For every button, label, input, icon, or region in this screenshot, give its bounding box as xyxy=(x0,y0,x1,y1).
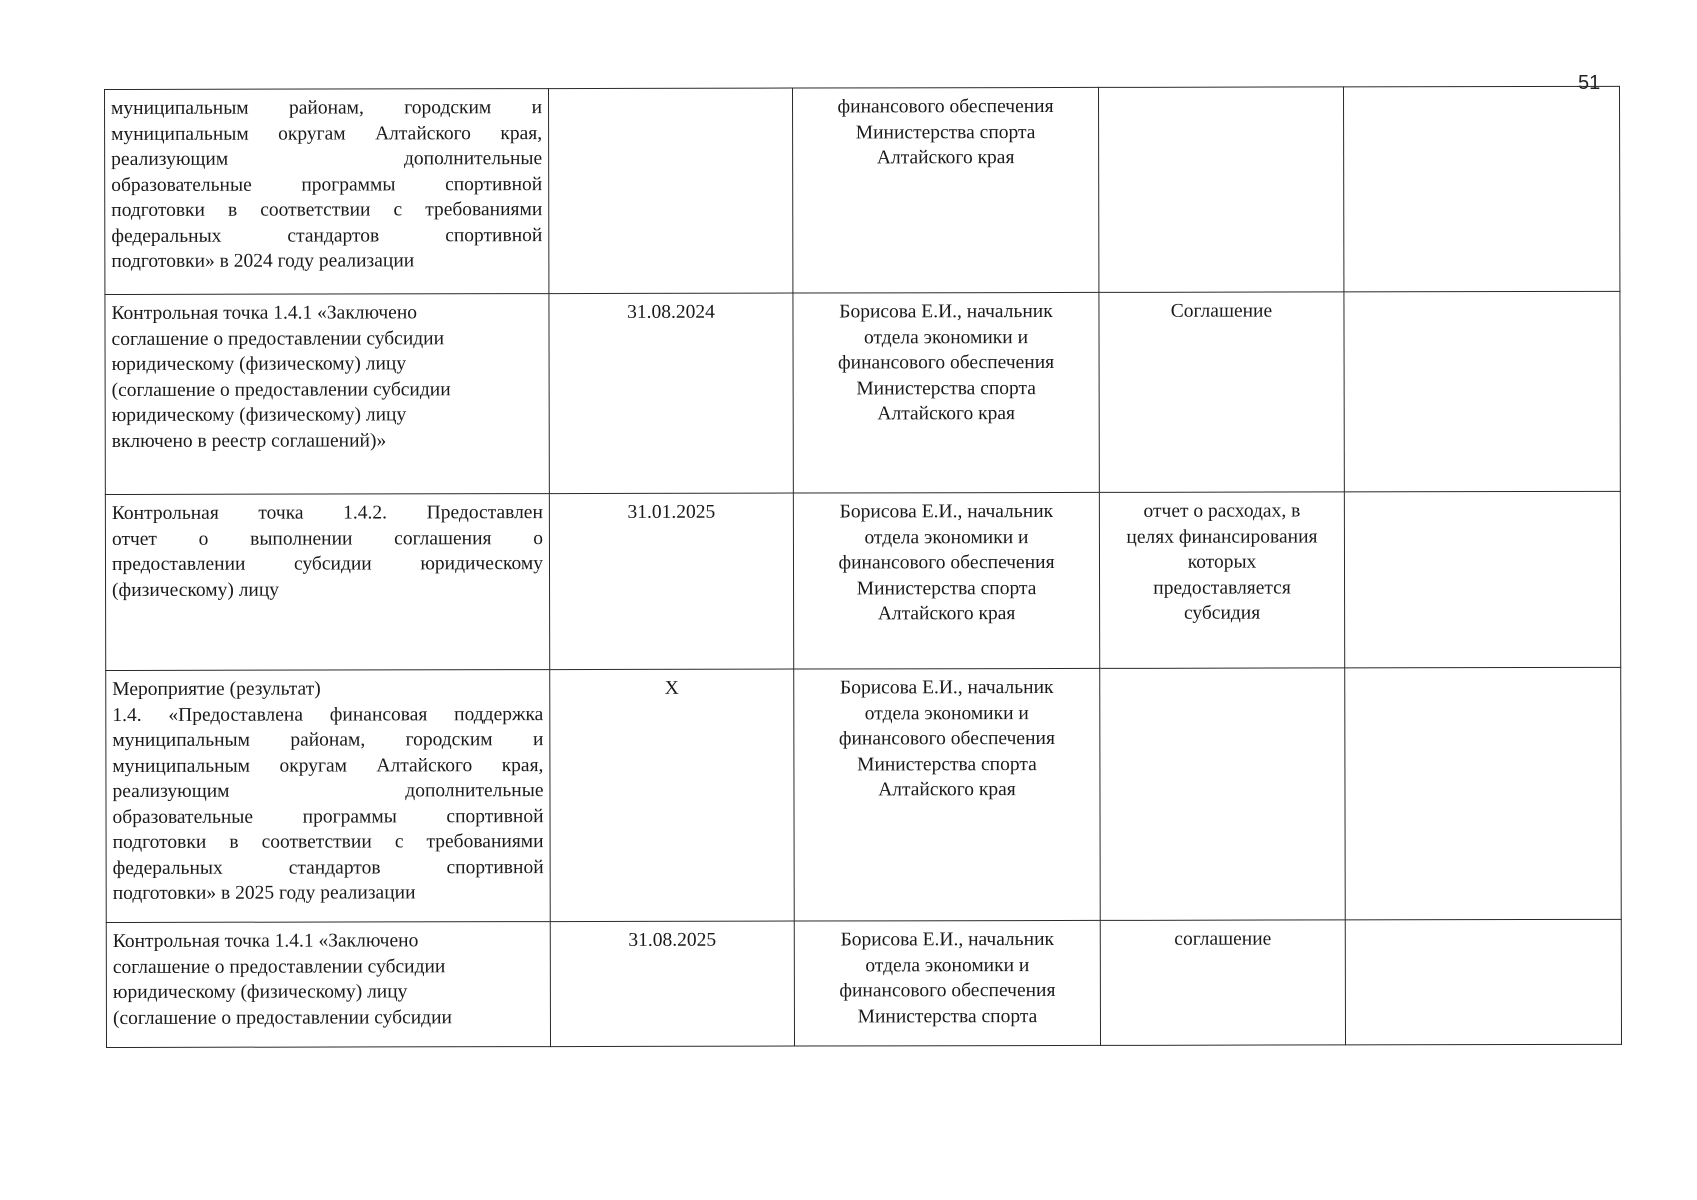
text-line: федеральных стандартов спортивной xyxy=(112,856,544,879)
text-line: финансового обеспечения xyxy=(838,728,1055,750)
text-line: отдела экономики и xyxy=(865,954,1030,976)
text-line: Алтайского края xyxy=(877,603,1016,625)
text-line: Борисова Е.И., начальник xyxy=(839,501,1054,523)
text-line: Борисова Е.И., начальник xyxy=(839,301,1053,323)
text-line: Алтайского края xyxy=(878,779,1016,801)
text-line: Министерства спорта xyxy=(857,753,1037,775)
text-line: 1.4. «Предоставлена финансовая поддержка xyxy=(112,703,544,726)
responsible-cell xyxy=(794,668,1101,921)
text-line: юридическому (физическому) лицу xyxy=(111,404,407,426)
text-line: Соглашение xyxy=(1170,300,1273,322)
text-line: Министерства спорта xyxy=(856,577,1037,599)
text-line: финансового обеспечения xyxy=(839,980,1056,1002)
text-line: отдела экономики и xyxy=(864,702,1029,724)
text-line: Алтайского края xyxy=(877,403,1015,425)
text-line: целях финансирования xyxy=(1126,525,1318,548)
text-line: муниципальным районам, городским и xyxy=(111,97,543,119)
table-row xyxy=(105,86,1620,294)
event-name-cell xyxy=(105,89,549,295)
page-number: 51 xyxy=(1578,72,1601,94)
text-line: финансового обеспечения xyxy=(838,552,1055,574)
text-line: (соглашение о предоставлении субсидии xyxy=(111,378,451,401)
text-line: отчет о расходах, в xyxy=(1143,500,1301,522)
text-line: подготовки в соответствии с требованиями xyxy=(112,831,544,853)
note-cell xyxy=(1344,491,1620,668)
responsible-cell xyxy=(793,492,1099,669)
event-name-cell xyxy=(105,294,549,495)
text-line: отчет о выполнении соглашения о xyxy=(111,527,543,550)
text-line: Контрольная точка 1.4.1 «Заключено xyxy=(111,302,418,324)
text-line: соглашение о предоставлении субсидии xyxy=(111,327,445,350)
text-line: Министерства спорта xyxy=(855,121,1036,143)
event-name-cell xyxy=(106,670,551,923)
document-cell xyxy=(1099,492,1344,669)
text-line: муниципальным округам Алтайского края, xyxy=(111,122,543,145)
text-line: реализующим дополнительные xyxy=(111,148,543,170)
text-line: юридическому (физическому) лицу xyxy=(112,981,408,1003)
text-line: включено в реестр соглашений)» xyxy=(111,429,387,452)
text-line: реализующим дополнительные xyxy=(112,780,544,802)
note-cell xyxy=(1344,291,1620,492)
document-cell xyxy=(1099,292,1344,493)
text-line: юридическому (физическому) лицу xyxy=(111,353,407,375)
document-cell xyxy=(1100,668,1346,921)
responsible-cell xyxy=(792,87,1098,293)
text-line: (физическому) лицу xyxy=(112,579,280,601)
date-cell xyxy=(549,88,793,294)
text-line: Мероприятие (результат) xyxy=(112,678,321,700)
responsible-cell xyxy=(794,920,1100,1046)
date-cell: X xyxy=(550,669,795,922)
text-line: отдела экономики и xyxy=(864,526,1029,548)
table-row xyxy=(105,491,1620,670)
responsible-cell xyxy=(793,292,1099,493)
text-line: Министерства спорта xyxy=(857,1005,1038,1027)
table-row xyxy=(105,291,1620,494)
date-cell: 31.08.2025 xyxy=(550,921,794,1047)
text-line: субсидия xyxy=(1183,602,1261,624)
event-name-cell xyxy=(106,922,550,1048)
text-line: финансового обеспечения xyxy=(837,96,1054,118)
text-line: Контрольная точка 1.4.2. Предоставлен xyxy=(111,502,543,524)
document-cell xyxy=(1098,87,1343,293)
text-line: (соглашение о предоставлении субсидии xyxy=(112,1006,452,1029)
text-line: соглашение о предоставлении субсидии xyxy=(112,955,446,978)
note-cell xyxy=(1345,919,1621,1045)
document-cell xyxy=(1100,920,1345,1046)
text-line: Контрольная точка 1.4.1 «Заключено xyxy=(112,930,419,952)
text-line: предоставлении субсидии юридическому xyxy=(111,553,544,575)
text-line: отдела экономики и xyxy=(863,326,1029,348)
note-cell xyxy=(1343,86,1619,292)
text-line: предоставляется xyxy=(1153,577,1291,599)
text-line: муниципальным районам, городским и xyxy=(112,729,544,751)
text-line: Борисова Е.И., начальник xyxy=(840,677,1054,699)
note-cell xyxy=(1345,667,1622,920)
text-line: муниципальным округам Алтайского края, xyxy=(112,754,544,777)
text-line: Министерства спорта xyxy=(856,377,1036,399)
text-line: подготовки» в 2025 году реализации xyxy=(112,882,416,904)
text-line: федеральных стандартов спортивной xyxy=(111,224,543,247)
text-line: которых xyxy=(1187,551,1257,573)
text-line: Алтайского края xyxy=(876,147,1015,169)
text-line: финансового обеспечения xyxy=(838,352,1055,374)
text-line: Борисова Е.И., начальник xyxy=(840,929,1055,951)
text-line: подготовки» в 2024 году реализации xyxy=(111,250,415,272)
table-row xyxy=(106,919,1621,1047)
event-name-cell xyxy=(105,494,549,671)
date-cell: 31.01.2025 xyxy=(549,493,793,670)
text-line: подготовки в соответствии с требованиями xyxy=(111,199,543,221)
text-line: соглашение xyxy=(1174,928,1272,950)
text-line: образовательные программы спортивной xyxy=(112,805,544,828)
plan-table xyxy=(104,86,1622,1048)
table-row xyxy=(106,667,1622,922)
date-cell: 31.08.2024 xyxy=(549,293,793,494)
text-line: образовательные программы спортивной xyxy=(111,173,543,196)
